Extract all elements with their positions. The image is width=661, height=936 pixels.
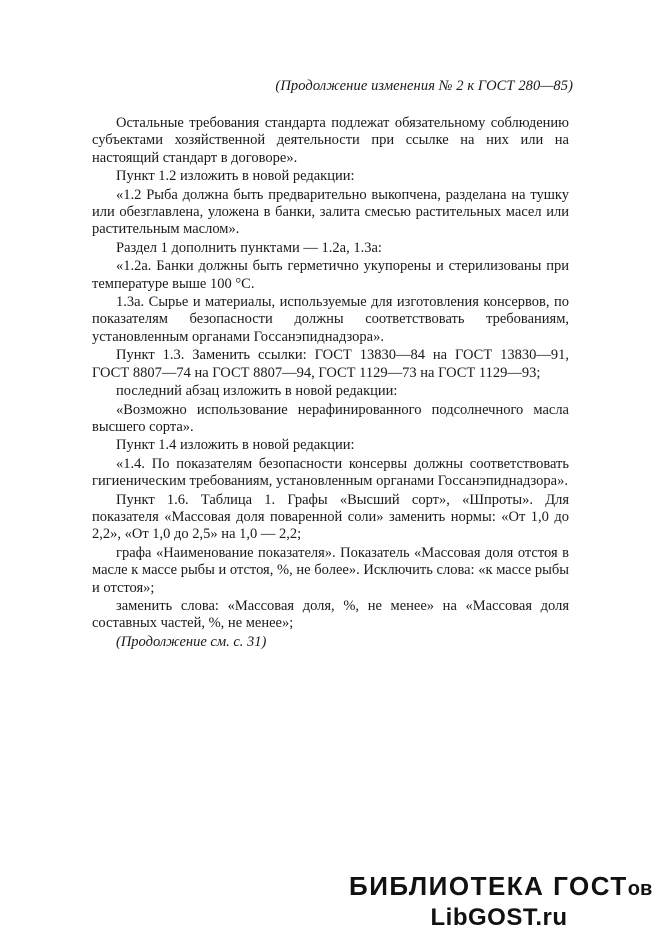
paragraph: Остальные требования стандарта подлежат обязательному соблюдению субъектами хозяйственной деятельности при ссылке на них или на настоящий стандарт в договоре».	[92, 115, 569, 166]
watermark-title-main: БИБЛИОТЕКА ГОСТ	[349, 871, 628, 901]
paragraph: Пункт 1.6. Таблица 1. Графы «Высший сорт», «Шпроты». Для показателя «Массовая доля поваренной соли» заменить нормы: «От 1,0 до 2,2», «От 1,0 до 2,5» на 1,0 — 2,2;	[92, 491, 569, 543]
page-header: (Продолжение изменения № 2 к ГОСТ 280—85)	[275, 78, 573, 94]
continuation-note: (Продолжение см. с. 31)	[116, 633, 267, 650]
paragraph: Пункт 1.3. Заменить ссылки: ГОСТ 13830—84 на ГОСТ 13830—91, ГОСТ 8807—74 на ГОСТ 8807—94, ГОСТ 1129—73 на ГОСТ 1129—93;	[92, 347, 569, 381]
watermark-site: LibGOST.ru	[430, 904, 568, 931]
paragraph: 1.3а. Сырье и материалы, используемые для изготовления консервов, по показателям безопасности должны соответствовать требованиям, установленным органами Госсанэпиднадзора».	[92, 294, 569, 345]
document-body	[92, 115, 569, 652]
paragraph: Пункт 1.4 изложить в новой редакции:	[116, 437, 355, 454]
paragraph: «1.2 Рыба должна быть предварительно выкопчена, разделана на тушку или обезглавлена, уложена в банки, залита смесью растительных масел или растительным маслом».	[92, 186, 569, 238]
watermark-title	[349, 871, 653, 904]
paragraph: последний абзац изложить в новой редакции:	[116, 383, 398, 400]
paragraph: Раздел 1 дополнить пунктами — 1.2а, 1.3а:	[116, 239, 382, 256]
paragraph: графа «Наименование показателя». Показатель «Массовая доля отстоя в масле к массе рыбы и отстоя, %, не более». Исключить слова: «к массе рыбы и отстоя»;	[92, 544, 569, 596]
watermark-title-suffix: ов	[627, 878, 653, 900]
library-watermark	[349, 871, 653, 932]
paragraph: Пункт 1.2 изложить в новой редакции:	[116, 168, 355, 185]
paragraph: «1.2а. Банки должны быть герметично укупорены и стерилизованы при температуре выше 100 °С.	[92, 258, 569, 292]
paragraph: «1.4. По показателям безопасности консервы должны соответствовать гигиеническим требованиям, установленным органами Госсанэпиднадзора».	[92, 455, 569, 490]
paragraph: заменить слова: «Массовая доля, %, не менее» на «Массовая доля составных частей, %, не менее»;	[92, 597, 569, 632]
paragraph: «Возможно использование нерафинированного подсолнечного масла высшего сорта».	[92, 401, 569, 435]
